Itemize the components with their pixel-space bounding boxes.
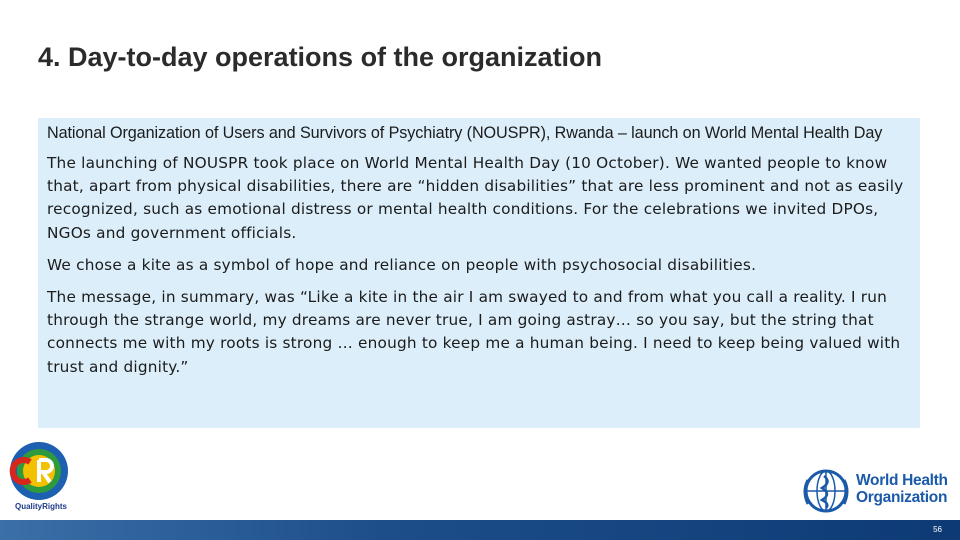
who-wordmark: [856, 472, 948, 506]
quality-rights-logo: [6, 440, 72, 520]
quality-rights-label: QualityRights: [14, 502, 67, 511]
case-study-paragraph: The message, in summary, was “Like a kite in the air I am swayed to and from what you call a reality. I run through the strange world, my dreams are never true, I am going astray… so you say, but the string that connects me with my roots is strong … enough to keep me a human being. I need to keep being valued with trust and dignity.”: [47, 288, 901, 376]
who-emblem-icon: [800, 466, 852, 516]
who-line2: Organization: [856, 489, 948, 506]
case-study-paragraph: The launching of NOUSPR took place on World Mental Health Day (10 October). We wanted people to know that, apart from physical disabilities, there are “hidden disabilities” that are less prominent and not as easily recognized, such as emotional distress or mental health conditions. For the celebrations we invited DPOs, NGOs and government officials.: [47, 154, 904, 242]
case-study-paragraph: We chose a kite as a symbol of hope and reliance on people with psychosocial disabilities.: [47, 255, 757, 274]
case-study-heading: National Organization of Users and Survivors of Psychiatry (NOUSPR), Rwanda – launch on World Mental Health Day: [47, 124, 883, 142]
who-line1: World Health: [856, 472, 948, 489]
page-title: 4. Day-to-day operations of the organization: [38, 42, 603, 72]
page-number: 56: [933, 525, 942, 534]
quality-rights-icon: [6, 440, 72, 502]
footer-bar: [0, 520, 960, 540]
case-study-box: [38, 118, 920, 428]
who-logo: [800, 466, 954, 516]
